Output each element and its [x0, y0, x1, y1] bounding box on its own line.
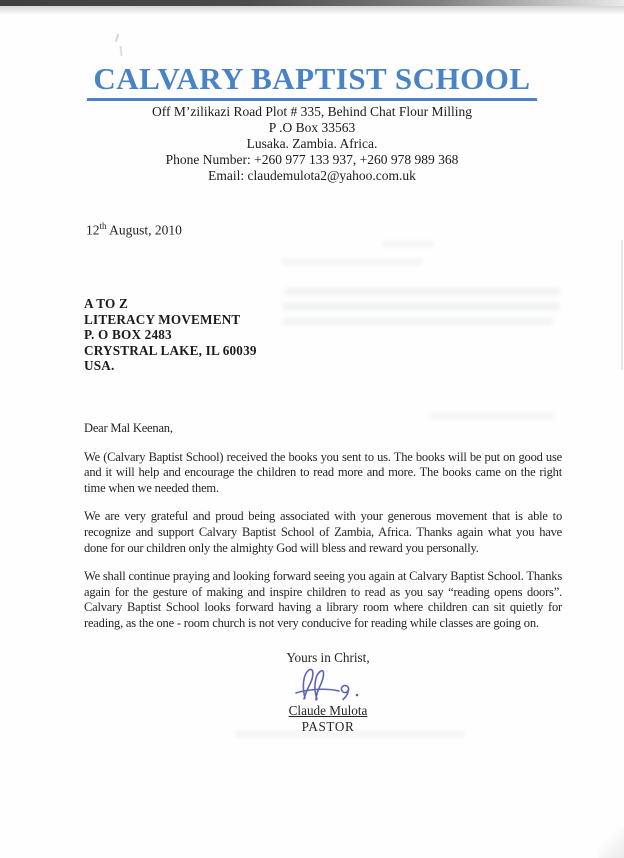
page-smudge	[382, 241, 434, 247]
letterhead-pobox-line: P .O Box 33563	[268, 119, 356, 135]
letter-body	[84, 421, 562, 645]
recipient-line: P. O BOX 2483	[84, 327, 172, 343]
scan-corner-shadow	[598, 828, 624, 858]
page-smudge	[282, 259, 422, 265]
letterhead-phone-line: Phone Number: +260 977 133 937, +260 978 989 368	[165, 151, 459, 167]
letter-date	[86, 221, 182, 239]
scan-right-edge-artifact	[621, 240, 623, 370]
valediction: Yours in Christ,	[286, 650, 370, 665]
letterhead-email-line: Email: claudemulota2@yahoo.com.uk	[208, 167, 416, 183]
date-month-year: August, 2010	[106, 222, 182, 238]
page-smudge	[283, 318, 553, 325]
recipient-line: LITERACY MOVEMENT	[84, 311, 241, 327]
recipient-line: USA.	[84, 358, 115, 374]
letterhead-street-line: Off M’zilikazi Road Plot # 335, Behind Chat Flour Milling	[152, 103, 472, 119]
signatory-title: PASTOR	[301, 719, 355, 734]
letterhead-city-line: Lusaka. Zambia. Africa.	[246, 135, 378, 151]
signature-area	[253, 666, 403, 703]
salutation: Dear Mal Keenan,	[84, 421, 173, 435]
handwritten-signature-ink	[293, 666, 377, 702]
recipient-line: CRYSTRAL LAKE, IL 60039	[84, 342, 257, 358]
school-name-title: CALVARY BAPTIST SCHOOL	[87, 62, 536, 101]
closing-block	[253, 650, 403, 735]
date-day: 12	[86, 222, 100, 238]
page-smudge	[430, 413, 555, 419]
body-paragraph-1: We (Calvary Baptist School) received the books you sent to us. The books will be put on good use and it will help and encourage the children to read more and more. The books came on the right time when we needed them.	[84, 449, 562, 495]
page-smudge	[282, 303, 560, 310]
signatory-name: Claude Mulota	[288, 703, 368, 718]
letterhead	[0, 62, 624, 184]
body-paragraph-3: We shall continue praying and looking forward seeing you again at Calvary Baptist School. Thanks again for the gesture of making and inspire children to read as you say “reading opens doors”. Calvary Baptist School looks forward having a library room where children can sit quietly for reading, as the one - room church is not very conducive for reading while classes are going on.	[84, 569, 562, 630]
scan-edge-fade	[0, 6, 624, 15]
recipient-address	[84, 296, 257, 374]
page-smudge	[285, 288, 560, 295]
recipient-line: A TO Z	[84, 296, 128, 311]
date-ordinal-suffix: th	[99, 221, 107, 231]
pencil-mark	[112, 34, 128, 60]
body-paragraph-2: We are very grateful and proud being associated with your generous movement that is able to recognize and support Calvary Baptist School of Zambia, Africa. Thanks again what you have done for our children only the almighty God will bless and reward you personally.	[84, 509, 562, 555]
